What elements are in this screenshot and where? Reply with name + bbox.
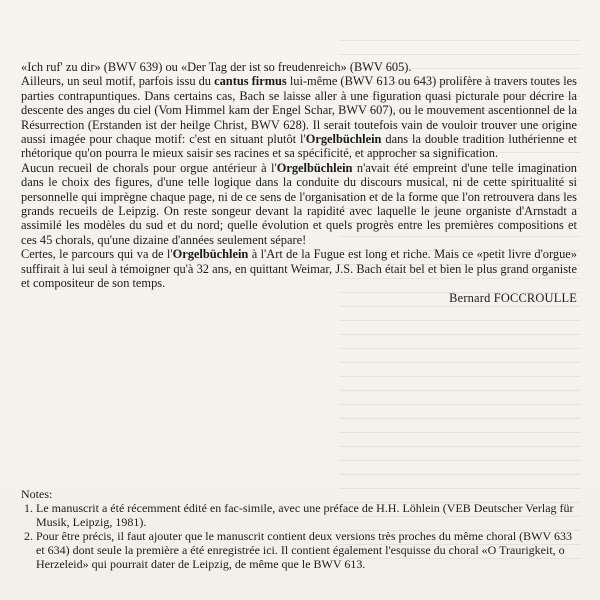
notes-list (21, 501, 577, 571)
note-item-1: 1. Le manuscrit a été récemment édité en fac-simile, avec une préface de H.H. Löhlein (VEB Deutscher Verlag für Musik, Leipzig, 1981). (36, 501, 577, 529)
p3-text-c: n'avait été empreint d'une telle imagination dans le choix des figures, d'une telle logique dans la conduite du discours musical, ni de cette spiritualité si personnelle qui imprègne chaque page, ni de ce sens de l'organisation et de la forme que l'on retrouvera dans les grands recueils de Leipzig. On reste songeur devant la rapidité avec laquelle le jeune organiste d'Arnstadt a assimilé les modèles du sud et du nord; quelle évolution et quels progrès entre les premières compositions et ces 45 chorals, qu'une dizaine d'années seulement sépare! (21, 160, 577, 247)
notes-heading: Notes: (21, 487, 53, 501)
essay-body (21, 60, 577, 291)
p2-text-c: lui-même (BWV 613 ou 643) prolifère à travers toutes les parties contrapuntiques. Dans certains cas, Bach se laisse aller à une figuration quasi picturale pour décrire la descente des anges du ciel (Vom Himmel kam der Engel Schar, BWV 607), ou le mouvement ascentionnel de la Résurrection (Erstanden ist der heilge Christ, BWV 628). Il serait toutefois vain de vouloir trouver une origine aussi imagée pour chaque motif: c'est en situant plutôt l' (21, 74, 577, 147)
p2-text-e: dans la double tradition luthérienne et rhétorique qu'on pourra le mieux saisir ses racines et sa spécificité, et approcher sa signification. (21, 132, 577, 161)
p2-text-a: Ailleurs, un seul motif, parfois issu du (21, 74, 215, 89)
p3-bold-orgelbuchlein: Orgelbüchlein (276, 160, 353, 175)
p4-bold-orgelbuchlein: Orgelbüchlein (172, 247, 249, 262)
author-signature: Bernard FOCCROULLE (449, 291, 577, 305)
paragraph-2 (21, 74, 577, 160)
p4-text-a: Certes, le parcours qui va de l' (21, 247, 173, 262)
p2-bold-orgelbuchlein: Orgelbüchlein (305, 132, 382, 147)
p4-text-c: à l'Art de la Fugue est long et riche. Mais ce «petit livre d'orgue» suffirait à lui seul à témoigner qu'à 32 ans, en quittant Weimar, J.S. Bach était bel et bien le plus grand organiste et compositeur de son temps. (21, 247, 577, 291)
paragraph-4 (21, 247, 577, 290)
footnotes (21, 487, 577, 571)
p3-text-a: Aucun recueil de chorals pour orgue antérieur à l' (21, 160, 277, 175)
paragraph-3 (21, 161, 577, 247)
p2-bold-cantus-firmus: cantus firmus (214, 74, 287, 89)
note-item-2: 2. Pour être précis, il faut ajouter que le manuscrit contient deux versions très proches du même choral (BWV 633 et 634) dont seule la première a été enregistrée ici. Il contient également l'esquisse du choral «O Traurigkeit, o Herzeleid» qui pourrait dater de Leipzig, de même que le BWV 613. (36, 529, 577, 571)
paragraph-1: «Ich ruf' zu dir» (BWV 639) ou «Der Tag der ist so freudenreich» (BWV 605). (21, 60, 412, 74)
